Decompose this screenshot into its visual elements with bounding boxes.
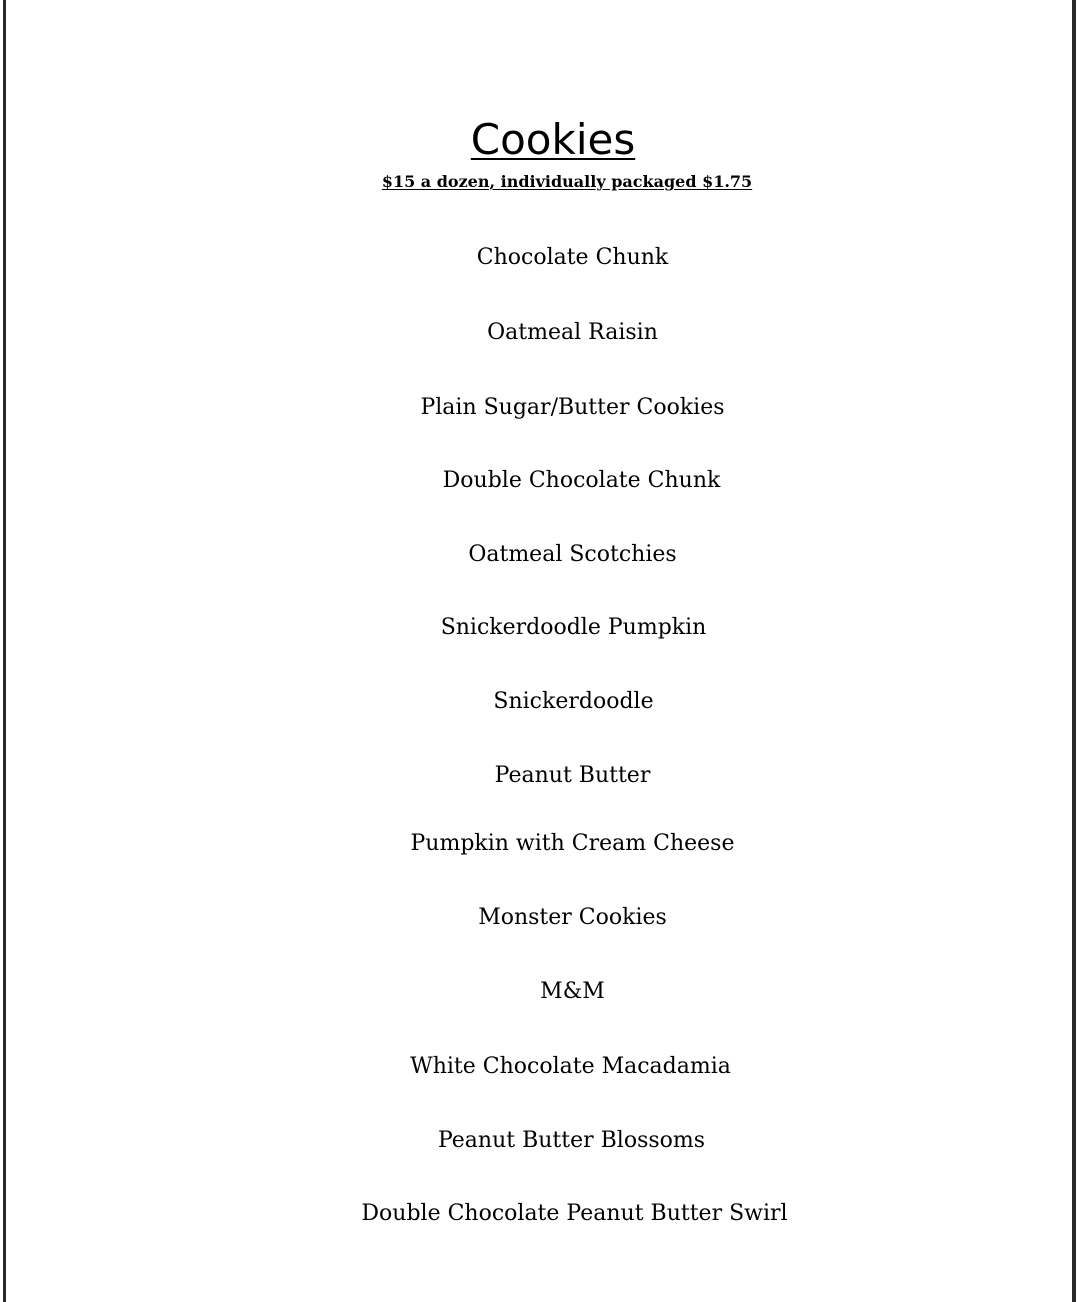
cookie-item: Double Chocolate Peanut Butter Swirl	[361, 1201, 788, 1226]
cookie-item: Peanut Butter Blossoms	[437, 1128, 706, 1153]
menu-title: Cookies	[470, 115, 636, 164]
cookie-item: Peanut Butter	[494, 763, 651, 788]
cookie-item: Chocolate Chunk	[476, 245, 669, 270]
cookie-item: Snickerdoodle	[493, 689, 654, 714]
cookie-item: White Chocolate Macadamia	[410, 1054, 731, 1079]
cookie-item: Pumpkin with Cream Cheese	[410, 831, 735, 856]
cookie-item: Oatmeal Scotchies	[468, 542, 677, 567]
cookie-item: Snickerdoodle Pumpkin	[440, 615, 707, 640]
cookie-item: Double Chocolate Chunk	[442, 468, 721, 493]
cookie-item: Oatmeal Raisin	[487, 320, 658, 345]
page-border-left	[3, 0, 6, 1302]
cookie-item: Plain Sugar/Butter Cookies	[420, 395, 725, 420]
page-border-right	[1072, 0, 1076, 1302]
menu-pricing: $15 a dozen, individually packaged $1.75	[381, 172, 753, 191]
cookie-item: M&M	[540, 979, 605, 1004]
cookie-item: Monster Cookies	[478, 905, 667, 930]
